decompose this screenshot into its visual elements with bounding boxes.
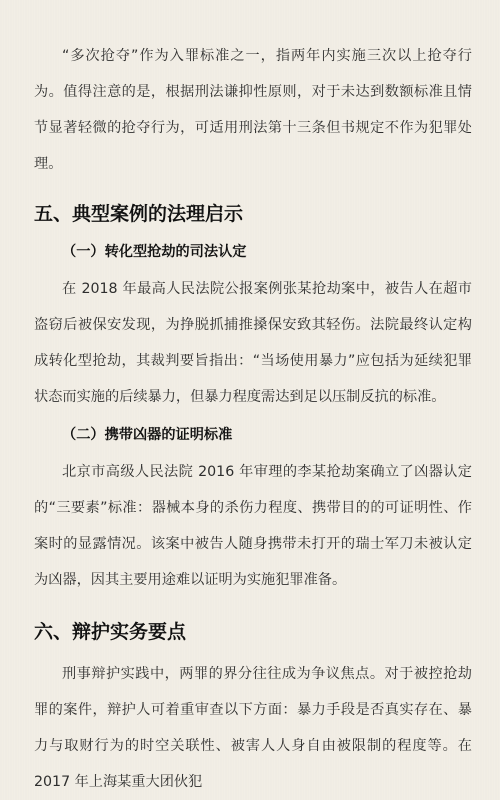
top-spacer: [0, 0, 500, 38]
paragraph-zhang-case: 在 2018 年最高人民法院公报案例张某抢劫案中，被告人在超市盗窃后被保安发现，为挣脱抓捕推搡保安致其轻伤。法院最终认定构成转化型抢劫，其裁判要旨指出：“当场使用暴力”应包括为延续犯罪状态而实施的后续暴力，但暴力程度需达到足以压制反抗的标准。: [34, 281, 472, 405]
spacer: [0, 598, 500, 614]
section-heading-6: 六、辩护实务要点: [34, 621, 187, 643]
subsection-heading-5-2: （二）携带凶器的证明标准: [62, 427, 233, 443]
subsection-heading-5-1: （一）转化型抢劫的司法认定: [62, 244, 247, 260]
spacer: [0, 182, 500, 196]
paragraph-defense-practice: 刑事辩护实践中，两罪的界分往往成为争议焦点。对于被控抢劫罪的案件，辩护人可着重审查以下方面：暴力手段是否真实存在、暴力与取财行为的时空关联性、被害人人身自由被限制的程度等。在 2017 年上海某重大团伙犯: [34, 666, 472, 790]
paragraph-multiple-snatching: “多次抢夺”作为入罪标准之一，指两年内实施三次以上抢夺行为。值得注意的是，根据刑法谦抑性原则，对于未达到数额标准且情节显著轻微的抢夺行为，可适用刑法第十三条但书规定不作为犯罪处理。: [34, 48, 472, 172]
section-heading-5: 五、典型案例的法理启示: [34, 203, 244, 225]
paragraph-li-case: 北京市高级人民法院 2016 年审理的李某抢劫案确立了凶器认定的“三要素”标准：器械本身的杀伤力程度、携带目的的可证明性、作案时的显露情况。该案中被告人随身携带未打开的瑞士军刀未被认定为凶器，因其主要用途难以证明为实施犯罪准备。: [34, 464, 472, 588]
